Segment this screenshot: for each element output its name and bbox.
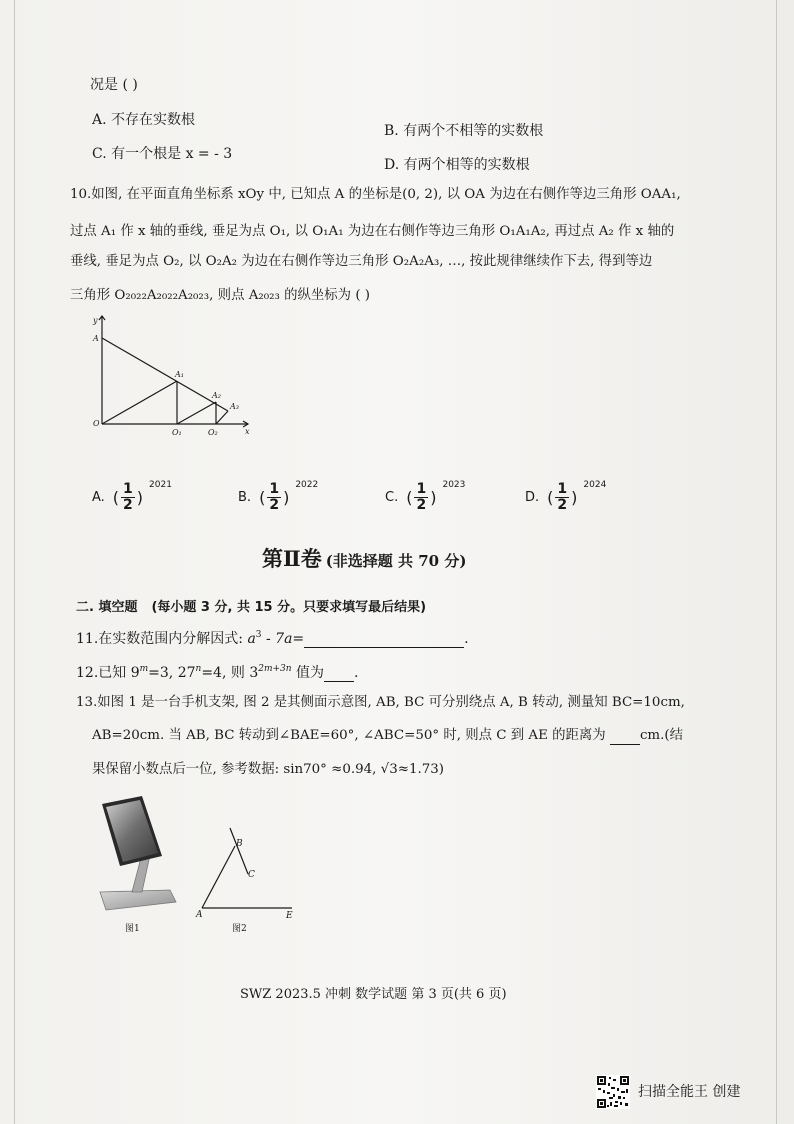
page-right-edge [776,0,777,1124]
q13-line-1: 13.如图 1 是一台手机支架, 图 2 是其侧面示意图, AB, BC 可分别绕点 A, B 转动, 测量知 BC=10cm, [76,695,685,710]
q9-option-b: B. 有两个不相等的实数根 [384,123,544,139]
exponent: 2022 [295,480,319,490]
q10-option-a: A. ( $\frac{1}{2}$ ) 2021 [92,480,172,513]
exponent: 2023 [442,480,466,490]
option-letter: D. [525,490,540,505]
q10-option-b: B. ( $\frac{1}{2}$ ) 2022 [238,480,319,513]
q9-option-c: C. 有一个根是 x = - 3 [92,146,233,162]
fraction: $\frac{1}{2}$ [416,481,427,513]
q11-answer-blank[interactable] [304,633,464,648]
option-letter: C. [385,490,399,505]
q13-side-diagram [190,822,305,922]
fig-label-a: A [93,334,99,343]
page-left-edge [14,0,15,1124]
q13-line-2: AB=20cm. 当 AB, BC 转动到∠BAE=60°, ∠ABC=50° 时, 则点 C 到 AE 的距离为 cm.(结 [92,728,684,743]
q10-option-c: C. ( $\frac{1}{2}$ ) 2023 [385,480,466,513]
page-footer: SWZ 2023.5 冲刺 数学试题 第 3 页(共 6 页) [240,987,507,1002]
exponent: 2024 [583,480,607,490]
fig-label-o: O [93,419,100,428]
fig-label-o1: O₁ [172,428,182,437]
fig2-label-c: C [248,870,255,880]
q10-option-d: D. ( $\frac{1}{2}$ ) 2024 [525,480,607,513]
fig-label-a2: A₂ [212,391,221,400]
exponent: 2021 [149,480,172,490]
fig1-caption: 图1 [125,924,140,934]
q10-line-4: 三角形 O₂₀₂₂A₂₀₂₂A₂₀₂₃, 则点 A₂₀₂₃ 的纵坐标为 ( ) [70,288,371,303]
option-letter: A. [92,490,105,505]
q10-line-3: 垂线, 垂足为点 O₂, 以 O₂A₂ 为边在右侧作等边三角形 O₂A₂A₃, …, 按此规律继续作下去, 得到等边 [70,254,653,269]
question-fragment: 况是 ( ) [90,77,138,93]
fig2-label-b: B [236,839,243,849]
q10-line-1: 10.如图, 在平面直角坐标系 xOy 中, 已知点 A 的坐标是(0, 2), 以 OA 为边在右侧作等边三角形 OAA₁, [70,187,681,202]
q10-triangle-figure [85,308,260,438]
fig2-caption: 图2 [232,924,247,934]
q9-option-a: A. 不存在实数根 [92,112,196,128]
phone-stand-photo [92,792,182,922]
fig2-label-a: A [196,910,203,920]
fig-label-a3: A₃ [230,402,239,411]
fig2-label-e: E [286,911,293,921]
fraction: $\frac{1}{2}$ [557,481,568,513]
section-title: 第Ⅱ卷 (非选择题 共 70 分) [262,546,467,571]
q12-text: 12.已知 $9^m=3$, $27^n=4$, 则 $3^{2m+3n}$ 值为 . [76,664,359,681]
part2-heading: 二. 填空题 (每小题 3 分, 共 15 分。只要求填写最后结果) [76,600,427,615]
q11-text: 11.在实数范围内分解因式: $a^3 - 7a=$ . [76,630,469,647]
q9-option-d: D. 有两个相等的实数根 [384,157,530,173]
q13-line-3: 果保留小数点后一位, 参考数据: sin70° ≈0.94, √3≈1.73) [92,762,444,777]
fraction: $\frac{1}{2}$ [123,481,133,513]
q10-line-2: 过点 A₁ 作 x 轴的垂线, 垂足为点 O₁, 以 O₁A₁ 为边在右侧作等边三角形 O₁A₁A₂, 再过点 A₂ 作 x 轴的 [70,224,675,239]
fig-label-x: x [245,427,250,436]
q12-answer-blank[interactable] [324,667,354,682]
scanner-watermark: 扫描全能王 创建 [638,1084,741,1100]
fig-label-y: y [93,316,98,325]
option-letter: B. [238,490,252,505]
fraction: $\frac{1}{2}$ [269,481,280,513]
fig-label-a1: A₁ [175,370,184,379]
qr-code-icon [596,1075,630,1109]
q13-answer-blank[interactable] [610,730,640,745]
fig-label-o2: O₂ [208,428,218,437]
